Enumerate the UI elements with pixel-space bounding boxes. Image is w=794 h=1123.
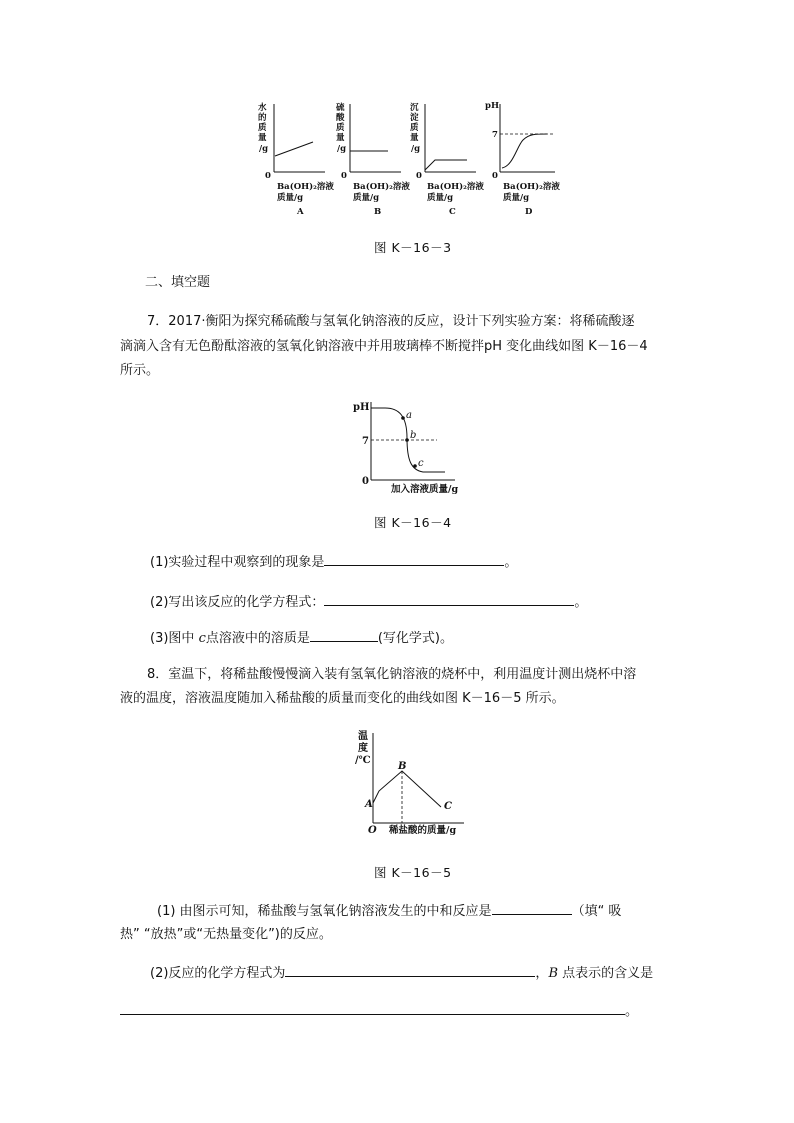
q8-sub-2-b-point: B	[548, 966, 558, 981]
chart-b-ylabel-4: 量	[336, 133, 345, 143]
chart-d-xlabel-2: 质量/g	[503, 193, 530, 203]
q8-sub-2-answer-blank-2[interactable]	[120, 1000, 625, 1015]
q7-sub-2-answer-blank[interactable]	[324, 591, 574, 606]
figure-k16-4-caption: 图 K－16－4	[374, 515, 452, 530]
fig4-tick-7: 7	[362, 436, 369, 447]
chart-c-curve	[425, 160, 467, 170]
fig4-ylabel: pH	[353, 402, 370, 413]
q7-sub-2-text: (2)写出该反应的化学方程式：	[150, 595, 325, 610]
fig5-label-a: A	[365, 799, 373, 810]
chart-d-curve	[502, 134, 547, 168]
chart-b-ylabel-2: 酸	[336, 113, 345, 123]
q8-line-2: 液的温度，溶液温度随加入稀盐酸的质量而变化的曲线如图 K－16－5 所示。	[120, 691, 565, 706]
chart-d-letter: D	[525, 207, 533, 217]
q7-sub-2	[150, 591, 587, 613]
chart-a-ylabel-3: 质	[258, 123, 267, 133]
chart-b-ylabel-5: /g	[337, 144, 347, 154]
chart-b-origin: 0	[341, 171, 347, 181]
chart-a	[258, 102, 334, 217]
chart-c-ylabel-5: /g	[411, 144, 421, 154]
fig5-ylabel-1: 温	[358, 731, 368, 742]
fig5-label-c: C	[444, 801, 452, 812]
q7-sub-1-end: 。	[504, 555, 518, 570]
q8-sub-2-end: 。	[625, 1004, 639, 1019]
q7-sub-3-end: (写化学式)。	[377, 631, 454, 646]
fig4-label-b: b	[410, 430, 417, 441]
chart-b-ylabel-1: 硫	[336, 103, 345, 113]
fig4-origin: 0	[362, 476, 369, 487]
q7-sub-2-end: 。	[574, 595, 588, 610]
q8-sub-1-text-b: （填“ 吸	[571, 904, 622, 919]
q8-sub-2-text-a: (2)反应的化学方程式为	[150, 966, 286, 981]
chart-c-xlabel-2: 质量/g	[427, 193, 454, 203]
chart-d	[485, 101, 560, 217]
q7-sub-3	[150, 627, 453, 649]
figure-k16-5-caption: 图 K－16－5	[374, 865, 452, 880]
chart-c-ylabel-4: 量	[410, 133, 419, 143]
q8-sub-2-answer-blank-1[interactable]	[285, 962, 535, 977]
chart-b-xlabel-1: Ba(OH)₂溶液	[353, 182, 410, 192]
fig5-origin: O	[368, 825, 377, 836]
chart-c-ylabel-3: 质	[410, 123, 419, 133]
fig5-curve	[373, 771, 441, 807]
q8-sub-2	[150, 962, 653, 984]
q8-sub-1	[157, 900, 621, 922]
chart-a-xlabel-2: 质量/g	[277, 193, 304, 203]
fig4-point-a	[401, 416, 405, 420]
fig4-xlabel: 加入溶液质量/g	[391, 484, 459, 495]
q8-line-1: 8．室温下，将稀盐酸慢慢滴入装有氢氧化钠溶液的烧杯中，利用温度计测出烧杯中溶	[147, 667, 637, 682]
chart-c-ylabel-2: 淀	[410, 113, 419, 123]
q8-sub-2-line-2	[120, 1000, 638, 1022]
q7-sub-1-answer-blank[interactable]	[324, 551, 504, 566]
chart-b-ylabel-3: 质	[336, 123, 345, 133]
q7-line-2: 滴滴入含有无色酚酞溶液的氢氧化钠溶液中并用玻璃棒不断搅拌pH 变化曲线如图 K－16－4	[120, 339, 648, 354]
figure-k16-5	[352, 727, 477, 839]
chart-b-letter: B	[374, 207, 382, 217]
q8-sub-1-line-2: 热” “放热”或“无热量变化”)的反应。	[120, 927, 332, 942]
q8-sub-2-text-b: ，	[535, 966, 549, 981]
chart-c-origin: 0	[416, 171, 422, 181]
q8-sub-2-text-c: 点表示的含义是	[558, 966, 654, 981]
chart-c-xlabel-1: Ba(OH)₂溶液	[427, 182, 484, 192]
figure-k16-4	[345, 394, 475, 496]
fig4-point-b	[405, 438, 409, 442]
q7-sub-3-c: c	[198, 631, 206, 646]
q8-sub-1-text-a: (1) 由图示可知，稀盐酸与氢氧化钠溶液发生的中和反应是	[157, 904, 492, 919]
chart-a-ylabel-1: 水	[258, 103, 267, 113]
q7-sub-3-text-b: 点溶液中的溶质是	[205, 631, 310, 646]
q8-sub-1-answer-blank[interactable]	[492, 900, 572, 915]
fig5-label-b: B	[398, 761, 407, 772]
q7-sub-1	[150, 551, 517, 573]
q7-sub-3-text-a: (3)图中	[150, 631, 199, 646]
q7-sub-1-text: (1)实验过程中观察到的现象是	[150, 555, 325, 570]
q7-sub-3-answer-blank[interactable]	[310, 627, 378, 642]
fig5-ylabel-3: /℃	[355, 755, 371, 766]
q7-line-1: 7．2017·衡阳为探究稀硫酸与氢氧化钠溶液的反应，设计下列实验方案：将稀硫酸逐	[147, 314, 635, 329]
chart-a-ylabel-4: 量	[258, 133, 267, 143]
fig4-point-c	[413, 464, 417, 468]
section-title: 二、填空题	[145, 275, 211, 290]
chart-d-origin: 0	[492, 171, 498, 181]
fig4-label-c: c	[418, 458, 424, 469]
fig5-ylabel-2: 度	[358, 743, 368, 754]
chart-d-ylabel: pH	[485, 101, 499, 111]
chart-d-xlabel-1: Ba(OH)₂溶液	[503, 182, 560, 192]
chart-a-curve	[275, 142, 313, 156]
chart-a-letter: A	[297, 207, 304, 217]
chart-a-ylabel-2: 的	[258, 113, 267, 123]
chart-d-tick-7: 7	[492, 130, 498, 140]
figure-k16-3-caption: 图 K－16－3	[374, 240, 452, 255]
chart-a-xlabel-1: Ba(OH)₂溶液	[277, 182, 334, 192]
figure-k16-3	[255, 96, 575, 221]
fig5-xlabel: 稀盐酸的质量/g	[389, 825, 457, 836]
chart-a-origin: 0	[265, 171, 271, 181]
chart-c-ylabel-1: 沉	[410, 103, 419, 113]
chart-a-ylabel-5: /g	[259, 144, 269, 154]
chart-b-xlabel-2: 质量/g	[353, 193, 380, 203]
chart-b	[336, 102, 410, 217]
fig4-label-a: a	[406, 410, 412, 421]
chart-c	[410, 102, 484, 217]
q7-line-3: 所示。	[120, 363, 160, 378]
chart-c-letter: C	[449, 207, 456, 217]
